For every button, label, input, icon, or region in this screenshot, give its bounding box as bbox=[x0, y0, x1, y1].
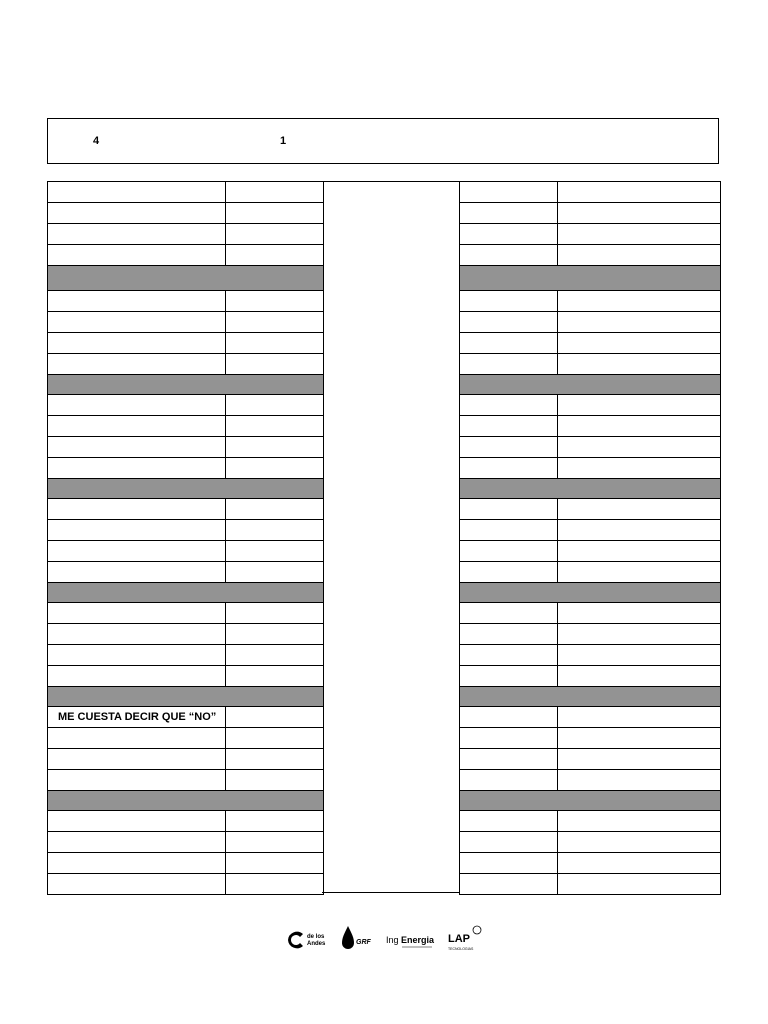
left-cell[interactable] bbox=[48, 770, 226, 791]
right-grid bbox=[459, 181, 721, 895]
right-score-cell[interactable] bbox=[460, 749, 558, 770]
right-cell[interactable] bbox=[558, 874, 721, 895]
right-score-cell[interactable] bbox=[460, 437, 558, 458]
left-score-cell[interactable] bbox=[226, 645, 324, 666]
left-score-cell[interactable] bbox=[226, 182, 324, 203]
right-cell[interactable] bbox=[558, 562, 721, 583]
left-cell[interactable] bbox=[48, 291, 226, 312]
grf-logo bbox=[340, 924, 376, 954]
left-cell[interactable] bbox=[48, 203, 226, 224]
left-cell[interactable] bbox=[48, 728, 226, 749]
left-cell[interactable] bbox=[48, 562, 226, 583]
left-score-cell[interactable] bbox=[226, 416, 324, 437]
header-box bbox=[47, 118, 719, 164]
right-section-header bbox=[460, 791, 721, 811]
right-cell[interactable] bbox=[558, 203, 721, 224]
left-cell[interactable] bbox=[48, 811, 226, 832]
left-score-cell[interactable] bbox=[226, 224, 324, 245]
left-cell[interactable] bbox=[48, 437, 226, 458]
right-score-cell[interactable] bbox=[460, 499, 558, 520]
right-score-cell[interactable] bbox=[460, 832, 558, 853]
left-section-header bbox=[48, 687, 324, 707]
left-cell[interactable] bbox=[48, 416, 226, 437]
right-score-cell[interactable] bbox=[460, 624, 558, 645]
right-score-cell[interactable] bbox=[460, 291, 558, 312]
left-cell[interactable] bbox=[48, 182, 226, 203]
right-score-cell[interactable] bbox=[460, 520, 558, 541]
right-cell[interactable] bbox=[558, 728, 721, 749]
right-score-cell[interactable] bbox=[460, 853, 558, 874]
right-cell[interactable] bbox=[558, 520, 721, 541]
right-section-header bbox=[460, 266, 721, 291]
statement-cell: ME CUESTA DECIR QUE “NO” bbox=[48, 707, 226, 728]
right-score-cell[interactable] bbox=[460, 333, 558, 354]
right-cell[interactable] bbox=[558, 645, 721, 666]
sponsor-logos bbox=[0, 924, 768, 956]
left-cell[interactable] bbox=[48, 224, 226, 245]
svg-text:Andes: Andes bbox=[307, 941, 326, 947]
left-score-cell[interactable] bbox=[226, 853, 324, 874]
left-cell[interactable] bbox=[48, 749, 226, 770]
right-cell[interactable] bbox=[558, 245, 721, 266]
svg-text:Energia: Energia bbox=[401, 935, 435, 945]
right-cell[interactable] bbox=[558, 458, 721, 479]
left-section-header bbox=[48, 791, 324, 811]
left-score-cell[interactable] bbox=[226, 458, 324, 479]
right-cell[interactable] bbox=[558, 224, 721, 245]
right-score-cell[interactable] bbox=[460, 395, 558, 416]
left-cell[interactable] bbox=[48, 333, 226, 354]
right-score-cell[interactable] bbox=[460, 811, 558, 832]
left-score-cell[interactable] bbox=[226, 624, 324, 645]
right-score-cell[interactable] bbox=[460, 354, 558, 375]
left-grid bbox=[47, 181, 324, 895]
left-score-cell[interactable] bbox=[226, 203, 324, 224]
right-cell[interactable] bbox=[558, 182, 721, 203]
right-score-cell[interactable] bbox=[460, 312, 558, 333]
ingenergia-logo bbox=[386, 926, 436, 952]
left-cell[interactable] bbox=[48, 874, 226, 895]
right-score-cell[interactable] bbox=[460, 541, 558, 562]
left-cell[interactable] bbox=[48, 853, 226, 874]
right-cell[interactable] bbox=[558, 811, 721, 832]
right-cell[interactable] bbox=[558, 395, 721, 416]
de-los-andes-logo bbox=[286, 928, 334, 952]
left-cell[interactable] bbox=[48, 395, 226, 416]
svg-text:GRF: GRF bbox=[356, 939, 371, 946]
right-score-cell[interactable] bbox=[460, 874, 558, 895]
left-score-cell[interactable] bbox=[226, 354, 324, 375]
left-section-header bbox=[48, 479, 324, 499]
svg-text:Ing: Ing bbox=[386, 935, 399, 945]
right-score-cell[interactable] bbox=[460, 562, 558, 583]
right-score-cell[interactable] bbox=[460, 224, 558, 245]
left-cell[interactable] bbox=[48, 666, 226, 687]
left-cell[interactable] bbox=[48, 458, 226, 479]
svg-text:de los: de los bbox=[307, 934, 325, 940]
right-cell[interactable] bbox=[558, 312, 721, 333]
left-score-cell[interactable] bbox=[226, 603, 324, 624]
right-cell[interactable] bbox=[558, 749, 721, 770]
right-cell[interactable] bbox=[558, 333, 721, 354]
right-cell[interactable] bbox=[558, 853, 721, 874]
left-cell[interactable] bbox=[48, 499, 226, 520]
left-score-cell[interactable] bbox=[226, 291, 324, 312]
right-cell[interactable] bbox=[558, 603, 721, 624]
right-cell[interactable] bbox=[558, 437, 721, 458]
left-cell[interactable] bbox=[48, 245, 226, 266]
right-cell[interactable] bbox=[558, 707, 721, 728]
left-cell[interactable] bbox=[48, 645, 226, 666]
right-score-cell[interactable] bbox=[460, 728, 558, 749]
left-section-header bbox=[48, 266, 324, 291]
svg-text:LAP: LAP bbox=[448, 933, 470, 945]
left-cell[interactable] bbox=[48, 624, 226, 645]
left-score-cell[interactable] bbox=[226, 437, 324, 458]
header-left-number: 4 bbox=[93, 135, 100, 147]
left-score-cell[interactable] bbox=[226, 520, 324, 541]
right-score-cell[interactable] bbox=[460, 416, 558, 437]
right-score-cell[interactable] bbox=[460, 203, 558, 224]
right-section-header bbox=[460, 375, 721, 395]
left-score-cell[interactable] bbox=[226, 395, 324, 416]
right-cell[interactable] bbox=[558, 666, 721, 687]
left-score-cell[interactable] bbox=[226, 811, 324, 832]
left-cell[interactable] bbox=[48, 354, 226, 375]
right-score-cell[interactable] bbox=[460, 707, 558, 728]
left-cell[interactable] bbox=[48, 541, 226, 562]
left-section-header bbox=[48, 375, 324, 395]
right-score-cell[interactable] bbox=[460, 770, 558, 791]
left-score-cell[interactable] bbox=[226, 832, 324, 853]
left-cell[interactable] bbox=[48, 312, 226, 333]
left-score-cell[interactable] bbox=[226, 770, 324, 791]
left-score-cell[interactable] bbox=[226, 707, 324, 728]
right-section-header bbox=[460, 687, 721, 707]
svg-text:TECNOLOGIAS: TECNOLOGIAS bbox=[448, 947, 474, 951]
left-cell[interactable] bbox=[48, 520, 226, 541]
right-cell[interactable] bbox=[558, 499, 721, 520]
right-score-cell[interactable] bbox=[460, 645, 558, 666]
left-section-header bbox=[48, 583, 324, 603]
left-score-cell[interactable] bbox=[226, 333, 324, 354]
right-cell[interactable] bbox=[558, 354, 721, 375]
left-score-cell[interactable] bbox=[226, 499, 324, 520]
left-score-cell[interactable] bbox=[226, 562, 324, 583]
right-cell[interactable] bbox=[558, 291, 721, 312]
right-cell[interactable] bbox=[558, 624, 721, 645]
right-cell[interactable] bbox=[558, 832, 721, 853]
center-gap bbox=[322, 181, 459, 893]
left-cell[interactable] bbox=[48, 832, 226, 853]
left-score-cell[interactable] bbox=[226, 312, 324, 333]
right-score-cell[interactable] bbox=[460, 603, 558, 624]
lap-logo bbox=[448, 924, 484, 954]
right-score-cell[interactable] bbox=[460, 182, 558, 203]
right-cell[interactable] bbox=[558, 416, 721, 437]
right-cell[interactable] bbox=[558, 541, 721, 562]
right-section-header bbox=[460, 479, 721, 499]
left-score-cell[interactable] bbox=[226, 666, 324, 687]
left-cell[interactable] bbox=[48, 603, 226, 624]
left-score-cell[interactable] bbox=[226, 245, 324, 266]
left-score-cell[interactable] bbox=[226, 874, 324, 895]
right-score-cell[interactable] bbox=[460, 245, 558, 266]
right-score-cell[interactable] bbox=[460, 666, 558, 687]
left-score-cell[interactable] bbox=[226, 749, 324, 770]
header-right-number: 1 bbox=[280, 135, 287, 147]
left-score-cell[interactable] bbox=[226, 728, 324, 749]
right-cell[interactable] bbox=[558, 770, 721, 791]
left-score-cell[interactable] bbox=[226, 541, 324, 562]
right-score-cell[interactable] bbox=[460, 458, 558, 479]
right-section-header bbox=[460, 583, 721, 603]
